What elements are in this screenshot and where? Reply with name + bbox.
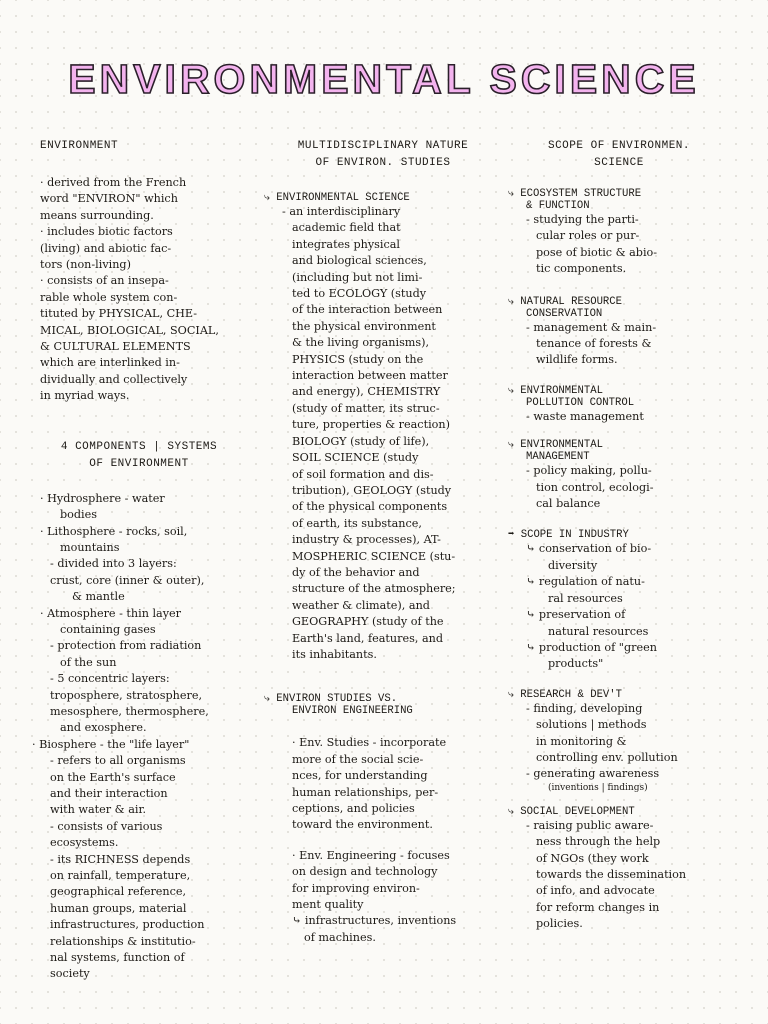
note-line: rable whole system con-	[40, 290, 178, 304]
note-line: on rainfall, temperature,	[50, 869, 191, 883]
note-line: cal balance	[536, 497, 601, 511]
heading-line: SCOPE OF ENVIRONMEN.	[547, 140, 691, 152]
note-line: SOIL SCIENCE (study	[292, 451, 419, 465]
subheading-studies-vs-engineering	[264, 693, 502, 717]
heading-components	[32, 439, 246, 473]
note-line: ecosystems.	[50, 836, 119, 850]
note-line: MICAL, BIOLOGICAL, SOCIAL,	[40, 323, 219, 337]
note-line: MOSPHERIC SCIENCE (stu-	[292, 549, 456, 563]
note-line: - generating awareness	[526, 767, 660, 781]
page-title: ENVIRONMENTAL SCIENCE	[68, 56, 700, 102]
note-line: towards the dissemination	[536, 867, 687, 881]
heading-line: ⤷ ENVIRONMENTAL	[508, 384, 603, 397]
ecosystem-notes	[508, 212, 730, 278]
note-line: with water & air.	[50, 803, 147, 817]
subheading-management	[508, 439, 730, 463]
note-line: (inventions | findings)	[548, 782, 648, 793]
industry-notes	[508, 541, 730, 672]
environment-notes	[32, 175, 246, 405]
note-line: means surrounding.	[40, 208, 154, 222]
heading-line: MULTIDISCIPLINARY NATURE	[297, 140, 469, 152]
note-line: - raising public aware-	[526, 818, 654, 832]
note-line: tic components.	[536, 262, 627, 276]
note-line: · Hydrosphere - water	[40, 491, 165, 505]
subheading-social: ⤷ SOCIAL DEVELOPMENT	[508, 805, 635, 818]
note-line: · Atmosphere - thin layer	[40, 606, 182, 620]
note-line: (study of matter, its struc-	[292, 401, 440, 415]
note-line: tors (non-living)	[40, 258, 131, 272]
note-line: human relationships, per-	[292, 785, 439, 799]
env-engineering-notes	[264, 848, 502, 946]
heading-line: ⤷ NATURAL RESOURCE	[508, 295, 623, 308]
note-line: BIOLOGY (study of life),	[292, 434, 430, 448]
note-line: weather & climate), and	[292, 598, 430, 612]
env-studies-notes	[264, 735, 502, 833]
note-line: relationships & institutio-	[50, 934, 196, 948]
note-line: mesosphere, thermosphere,	[50, 704, 209, 718]
note-line: - consists of various	[50, 819, 163, 833]
note-line: diversity	[548, 558, 598, 572]
note-line: mountains	[60, 540, 120, 554]
note-line: tituted by PHYSICAL, CHE-	[40, 307, 198, 321]
note-line: tribution), GEOLOGY (study	[292, 483, 452, 497]
note-line: tion control, ecologi-	[536, 480, 654, 494]
note-line: of the interaction between	[292, 303, 443, 317]
heading-line: ⤷ ECOSYSTEM STRUCTURE	[508, 188, 642, 200]
note-line: in myriad ways.	[40, 389, 130, 403]
note-line: ral resources	[548, 591, 623, 605]
note-line: - its RICHNESS depends	[50, 852, 191, 866]
note-line: of soil formation and dis-	[292, 467, 434, 481]
column-multidisciplinary	[264, 138, 502, 946]
subheading-industry: ➡ SCOPE IN INDUSTRY	[508, 529, 629, 542]
note-line: · Biosphere - the "life layer"	[32, 737, 190, 751]
note-line: (living) and abiotic fac-	[40, 241, 172, 255]
note-line: nces, for understanding	[292, 769, 428, 783]
note-line: its inhabitants.	[292, 647, 377, 661]
note-line: products"	[548, 657, 604, 671]
note-line: controlling env. pollution	[536, 750, 678, 764]
note-line: - 5 concentric layers:	[50, 672, 170, 686]
heading-line: POLLUTION CONTROL	[526, 396, 635, 409]
note-line: interaction between matter	[292, 369, 448, 383]
subheading-env-science: ⤷ ENVIRONMENTAL SCIENCE	[264, 192, 410, 204]
note-line: tenance of forests &	[536, 337, 652, 351]
heading-scope	[508, 138, 730, 172]
note-line: integrates physical	[292, 237, 401, 251]
note-line: ⤷ conservation of bio-	[526, 542, 652, 556]
note-line: · Env. Studies - incorporate	[292, 736, 447, 750]
note-line: cular roles or pur-	[536, 229, 640, 243]
note-line: PHYSICS (study on the	[292, 352, 424, 366]
note-line: - management & main-	[526, 320, 657, 334]
note-line: · consists of an insepa-	[40, 274, 169, 288]
note-line: of info, and advocate	[536, 884, 655, 898]
subheading-conservation	[508, 296, 730, 320]
note-line: and their interaction	[50, 787, 168, 800]
subheading-ecosystem	[508, 188, 730, 212]
note-line: society	[50, 967, 90, 981]
conservation-notes	[508, 320, 730, 369]
note-line: academic field that	[292, 221, 401, 235]
note-line: of machines.	[304, 930, 376, 944]
subheading-research: ⤷ RESEARCH & DEV'T	[508, 688, 623, 701]
heading-line: SCIENCE	[594, 157, 644, 169]
note-line: ture, properties & reaction)	[292, 418, 450, 432]
heading-line: CONSERVATION	[526, 307, 603, 320]
heading-line: MANAGEMENT	[526, 451, 590, 464]
note-line: on the Earth's surface	[50, 770, 176, 784]
heading-line: OF ENVIRON. STUDIES	[315, 157, 451, 169]
subheading-pollution	[508, 385, 730, 409]
note-line: solutions | methods	[536, 718, 647, 732]
note-line: structure of the atmosphere;	[292, 582, 456, 596]
note-line: ted to ECOLOGY (study	[292, 287, 427, 301]
note-line: infrastructures, production	[50, 918, 205, 932]
note-line: ⤷ preservation of	[526, 608, 626, 622]
note-line: containing gases	[60, 622, 156, 636]
note-line: dividually and collectively	[40, 372, 188, 386]
note-line: of the physical components	[292, 500, 448, 514]
heading-line: OF ENVIRONMENT	[89, 457, 189, 470]
heading-line: 4 COMPONENTS | SYSTEMS	[60, 440, 218, 453]
note-line: & mantle	[72, 590, 125, 604]
heading-line: & FUNCTION	[526, 200, 590, 212]
note-line: and biological sciences,	[292, 254, 427, 268]
note-line: ⤷ production of "green	[526, 640, 657, 654]
note-line: (including but not limi-	[292, 270, 423, 284]
note-line: for improving environ-	[292, 881, 420, 895]
note-line: - protection from radiation	[50, 639, 202, 653]
note-line: industry & processes), AT-	[292, 533, 441, 547]
note-line: natural resources	[548, 624, 649, 638]
note-line: wildlife forms.	[536, 353, 618, 367]
note-line: · Lithosphere - rocks, soil,	[40, 524, 188, 538]
note-line: ceptions, and policies	[292, 802, 415, 815]
note-line: human groups, material	[50, 901, 187, 915]
note-line: for reform changes in	[536, 900, 660, 914]
components-notes	[32, 491, 246, 983]
note-line: bodies	[60, 508, 97, 522]
note-line: ment quality	[292, 898, 364, 912]
note-line: of earth, its substance,	[292, 516, 422, 530]
note-line: ⤷ regulation of natu-	[526, 575, 645, 589]
note-line: GEOGRAPHY (study of the	[292, 615, 444, 629]
note-line: · Env. Engineering - focuses	[292, 848, 450, 862]
note-line: ⤷ infrastructures, inventions	[292, 914, 457, 928]
heading-line: ENVIRON ENGINEERING	[292, 705, 413, 718]
note-line: in monitoring &	[536, 734, 627, 748]
pollution-notes	[508, 409, 730, 425]
note-line: nal systems, function of	[50, 951, 185, 965]
social-notes	[508, 818, 730, 933]
heading-environment: ENVIRONMENT	[40, 140, 119, 152]
note-line: - waste management	[526, 409, 644, 423]
note-line: · includes biotic factors	[40, 225, 173, 239]
note-line: - policy making, pollu-	[526, 464, 652, 478]
note-line: more of the social scie-	[292, 752, 424, 766]
note-line: crust, core (inner & outer),	[50, 573, 205, 587]
note-line: · derived from the French	[40, 176, 187, 189]
note-line: and energy), CHEMISTRY	[292, 385, 441, 399]
note-line: pose of biotic & abio-	[536, 245, 658, 259]
note-line: - an interdisciplinary	[282, 205, 401, 218]
heading-line: ⤷ ENVIRONMENTAL	[508, 439, 603, 452]
note-line: policies.	[536, 917, 583, 931]
research-notes	[508, 701, 730, 794]
note-line: word "ENVIRON" which	[40, 192, 178, 206]
note-line: on design and technology	[292, 865, 438, 879]
note-line: ness through the help	[536, 835, 661, 849]
note-line: of the sun	[60, 655, 117, 669]
column-scope	[508, 138, 730, 933]
note-line: & the living organisms),	[292, 336, 430, 350]
note-line: troposphere, stratosphere,	[50, 688, 203, 702]
note-line: - finding, developing	[526, 701, 643, 715]
heading-multidisciplinary	[264, 138, 502, 172]
note-line: geographical reference,	[50, 885, 187, 899]
note-line: & CULTURAL ELEMENTS	[40, 340, 191, 354]
note-line: - refers to all organisms	[50, 754, 186, 768]
column-environment	[32, 138, 246, 983]
note-line: dy of the behavior and	[292, 565, 420, 579]
note-line: - studying the parti-	[526, 213, 639, 226]
env-science-notes	[264, 204, 502, 663]
heading-line: ⤷ ENVIRON STUDIES VS.	[264, 693, 398, 706]
note-line: which are interlinked in-	[40, 356, 180, 370]
note-line: of NGOs (they work	[536, 851, 649, 865]
note-line: Earth's land, features, and	[292, 631, 443, 645]
note-line: - divided into 3 layers:	[50, 557, 177, 571]
management-notes	[508, 463, 730, 512]
note-line: and exosphere.	[60, 721, 147, 735]
note-line: the physical environment	[292, 319, 436, 333]
note-line: toward the environment.	[292, 818, 433, 832]
